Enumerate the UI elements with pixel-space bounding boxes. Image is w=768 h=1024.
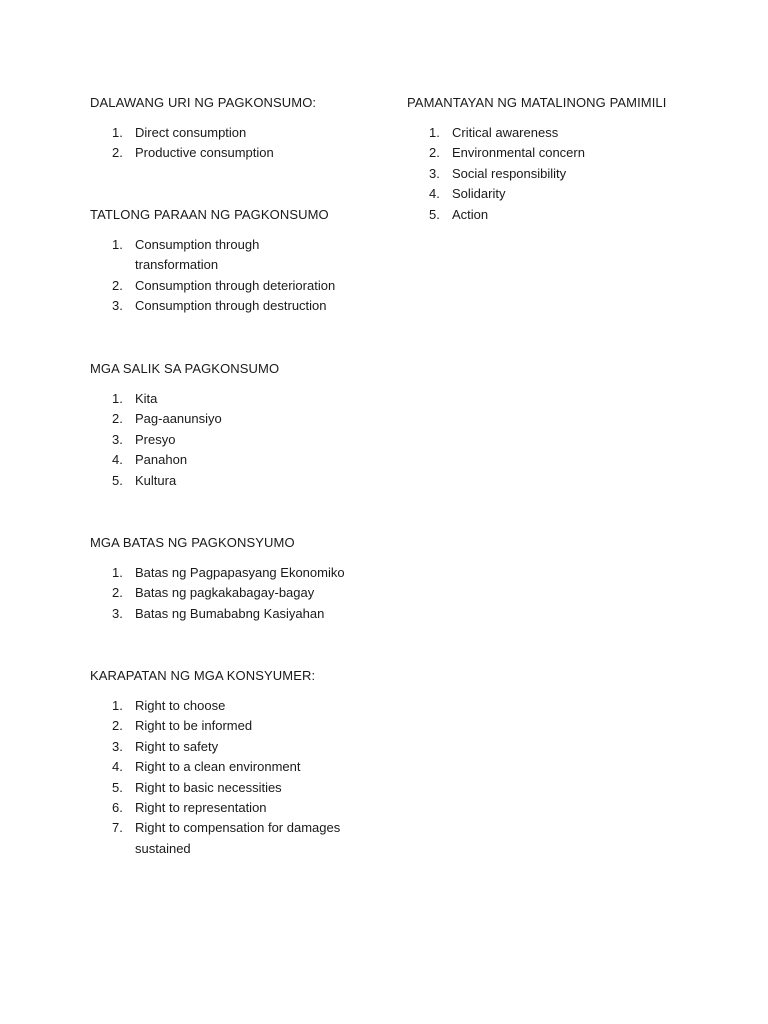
list-item (90, 276, 360, 296)
item-number: 1. (429, 125, 440, 140)
list-item (90, 409, 390, 429)
item-text: Pag-aanunsiyo (135, 411, 222, 427)
item-text: Productive consumption (135, 145, 274, 161)
item-number: 2. (112, 277, 123, 293)
list-item (90, 716, 390, 736)
item-text: Consumption through transformation (135, 237, 260, 273)
item-number: 2. (112, 718, 123, 734)
list-item (90, 604, 390, 624)
numbered-list (90, 123, 390, 164)
list-item (90, 235, 325, 276)
item-number: 4. (112, 452, 123, 468)
list-item (90, 389, 390, 409)
item-text: Kultura (135, 472, 177, 488)
section-dalawang-uri (90, 93, 390, 164)
list-item (90, 471, 390, 491)
item-text: Critical awareness (452, 125, 559, 140)
item-number: 1. (112, 237, 123, 252)
item-text: Social responsibility (452, 165, 567, 181)
item-number: 3. (112, 605, 123, 621)
item-number: 5. (429, 206, 440, 222)
item-number: 3. (112, 298, 123, 314)
item-text: Batas ng Bumababng Kasiyahan (135, 605, 325, 621)
list-item (407, 205, 737, 225)
list-item (90, 583, 390, 603)
section-karapatan (90, 666, 390, 859)
item-number: 2. (112, 585, 123, 601)
section-heading: PAMANTAYAN NG MATALINONG PAMIMILI (407, 95, 667, 110)
item-number: 4. (429, 186, 440, 202)
item-text: Environmental concern (452, 145, 585, 161)
item-number: 3. (112, 738, 123, 754)
section-heading: MGA SALIK SA PAGKONSUMO (90, 361, 280, 376)
item-number: 2. (112, 145, 123, 161)
section-heading: KARAPATAN NG MGA KONSYUMER: (90, 668, 316, 683)
item-number: 6. (112, 800, 123, 816)
item-text: Consumption through deterioration (135, 277, 336, 293)
list-item (90, 757, 390, 777)
item-text: Right to safety (135, 738, 219, 754)
item-text: Right to compensation for damages sustained (135, 820, 341, 856)
list-item (90, 296, 360, 316)
numbered-list (90, 563, 390, 624)
item-number: 3. (112, 431, 123, 447)
item-number: 1. (112, 698, 123, 713)
item-text: Presyo (135, 431, 176, 447)
list-item (90, 430, 390, 450)
section-mga-salik (90, 359, 390, 491)
item-text: Consumption through destruction (135, 298, 327, 314)
item-text: Direct consumption (135, 125, 247, 140)
item-number: 1. (112, 125, 123, 140)
section-heading: MGA BATAS NG PAGKONSYUMO (90, 535, 295, 550)
list-item (90, 450, 390, 470)
item-text: Panahon (135, 452, 188, 468)
list-item (90, 778, 390, 798)
list-item (90, 143, 390, 163)
list-item (407, 123, 737, 143)
section-tatlong-paraan (90, 205, 360, 317)
item-text: Right to a clean environment (135, 759, 301, 775)
item-number: 2. (112, 411, 123, 427)
numbered-list (90, 235, 360, 317)
list-item (407, 184, 737, 204)
list-item (90, 563, 390, 583)
list-item (90, 737, 390, 757)
item-number: 7. (112, 820, 123, 836)
numbered-list (90, 389, 390, 491)
item-text: Batas ng pagkakabagay-bagay (135, 585, 315, 601)
section-heading: DALAWANG URI NG PAGKONSUMO: (90, 95, 317, 110)
item-number: 2. (429, 145, 440, 161)
item-number: 5. (112, 472, 123, 488)
item-text: Action (452, 206, 489, 222)
item-number: 1. (112, 391, 123, 406)
item-text: Solidarity (452, 186, 506, 202)
item-number: 1. (112, 565, 123, 580)
item-text: Right to choose (135, 698, 226, 713)
list-item (90, 696, 390, 716)
item-text: Kita (135, 391, 158, 406)
item-number: 5. (112, 779, 123, 795)
list-item (407, 143, 737, 163)
list-item (90, 123, 390, 143)
item-number: 4. (112, 759, 123, 775)
item-text: Batas ng Pagpapasyang Ekonomiko (135, 565, 345, 580)
item-text: Right to representation (135, 800, 267, 816)
section-mga-batas (90, 533, 390, 624)
numbered-list (407, 123, 737, 225)
list-item (90, 798, 390, 818)
numbered-list (90, 696, 390, 859)
list-item (407, 164, 737, 184)
item-text: Right to basic necessities (135, 779, 282, 795)
item-text: Right to be informed (135, 718, 253, 734)
section-pamantayan (407, 93, 737, 225)
item-number: 3. (429, 165, 440, 181)
list-item (90, 818, 360, 859)
section-heading: TATLONG PARAAN NG PAGKONSUMO (90, 207, 329, 222)
